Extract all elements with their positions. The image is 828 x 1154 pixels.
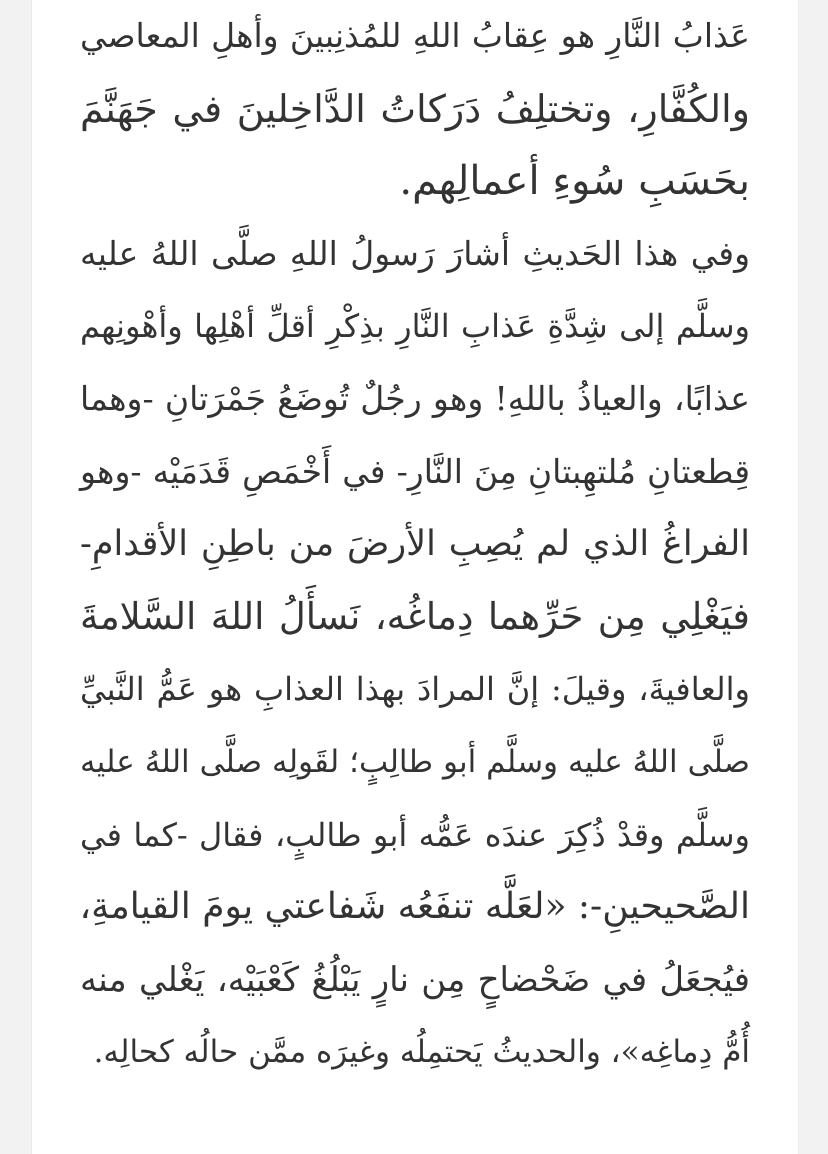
document-text [80,0,750,1089]
text-line: وسلَّم وقدْ ذُكِرَ عندَه عَمُّه أبو طالبٍ، فقال -كما في [80,815,751,854]
text-line: أُمُّ دِماغِه»، والحديثُ يَحتمِلُه وغيرَه ممَّن حالُه كحالِه. [93,1034,750,1071]
document-page [32,0,798,1154]
text-line: الفراغُ الذي لم يُصِبِ الأرضَ من باطِنِ الأقدامِ- [80,524,750,565]
text-line: قِطعتانِ مُلتهِبتانِ مِنَ النَّارِ- في أَخْمَصِ قَدَمَيْه -وهو [80,451,750,491]
paragraph-2 [80,218,750,1089]
text-line: عَذابُ النَّارِ هو عِقابُ اللهِ للمُذنِبينَ وأهلِ المعاصي [80,16,750,55]
text-line: والكُفَّارِ، وتختلِفُ دَرَكاتُ الدَّاخِلينَ في جَهَنَّمَ [80,86,750,131]
text-line: فيُجعَلُ في ضَحْضاحٍ مِن نارٍ يَبْلُغُ كَعْبَيْه، يَغْلي منه [80,959,750,1000]
text-line: بحَسَبِ سُوءِ أعمالِهم. [399,158,750,205]
text-line: والعافيةَ، وقيلَ: إنَّ المرادَ بهذا العذابِ هو عَمُّ النَّبيِّ [80,670,750,709]
paragraph-1 [80,0,750,218]
text-line: وفي هذا الحَديثِ أشارَ رَسولُ اللهِ صلَّى اللهُ عليه [80,233,750,273]
text-line: صلَّى اللهُ عليه وسلَّم أبو طالِبٍ؛ لقَولِه صلَّى اللهُ عليه [80,743,750,780]
text-line: الصَّحيحينِ-: «لعَلَّه تنفَعُه شَفاعتي يومَ القيامةِ، [79,886,750,928]
text-line: عذابًا، والعياذُ باللهِ! وهو رجُلٌ تُوضَعُ جَمْرَتانِ -وهما [80,378,750,418]
text-line: فيَغْلِي مِن حَرِّهما دِماغُه، نَسأَلُ اللهَ السَّلامةَ [80,594,750,638]
text-line: وسلَّم إلى شِدَّةِ عَذابِ النَّارِ بذِكْرِ أقلِّ أهْلِها وأهْونِهم [80,307,750,346]
